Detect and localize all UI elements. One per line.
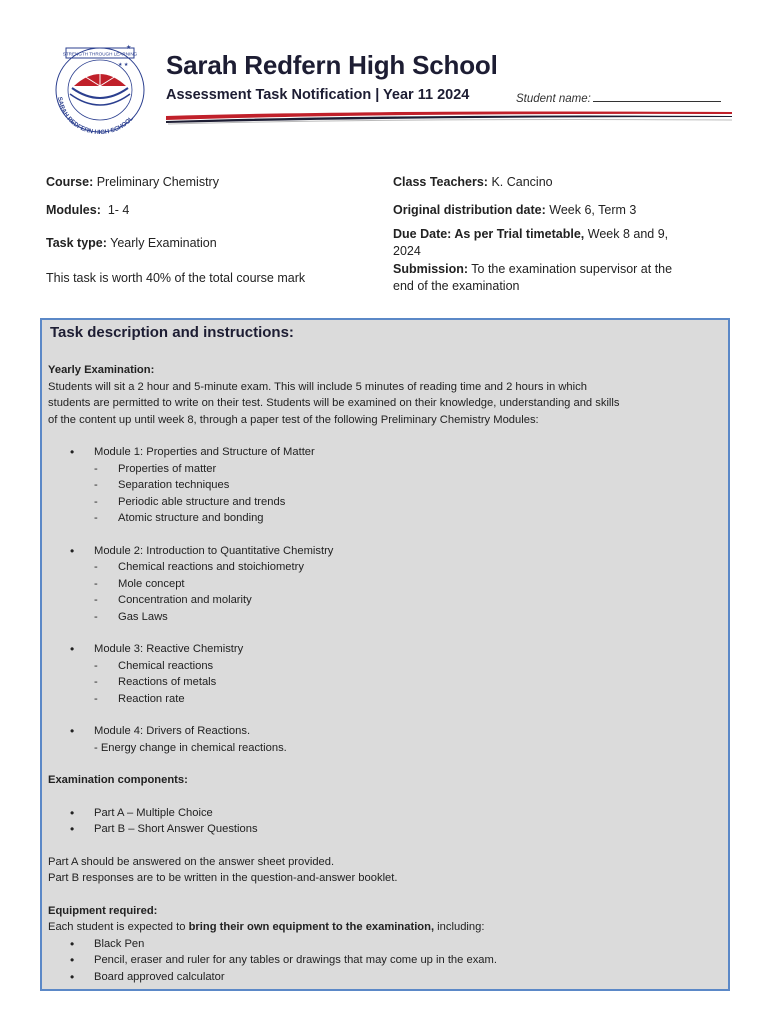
course-label: Course: — [46, 175, 94, 189]
module-title: Module 2: Introduction to Quantitative Chemistry — [94, 544, 334, 557]
teachers-value: K. Cancino — [491, 175, 553, 189]
header-swoosh — [166, 106, 732, 130]
module-topic: - Mole concept — [48, 576, 724, 593]
modules-value: 1- 4 — [107, 203, 130, 217]
modules-label: Modules: — [46, 203, 101, 217]
equipment-intro-end: including: — [434, 921, 485, 933]
module-title: Module 4: Drivers of Reactions. — [94, 725, 251, 737]
submission-value: To the examination supervisor at the — [471, 262, 673, 276]
equipment-item: • Pencil, eraser and ruler for any tables or drawings that may come up in the exam. — [48, 952, 724, 969]
module-topic: - Atomic structure and bonding — [48, 510, 724, 527]
intro-line: of the content up until week 8, through a paper test of the following Preliminary Chemistry Modules: — [48, 413, 539, 426]
module-topic: - Gas Laws — [48, 609, 724, 626]
school-logo — [44, 44, 156, 134]
distribution-value: Week 6, Term 3 — [549, 203, 637, 217]
module-list — [48, 444, 724, 461]
teachers-row — [393, 174, 553, 191]
svg-text:SARAH REDFERN HIGH SCHOOL — [56, 96, 135, 134]
student-name-label: Student name: — [516, 93, 591, 105]
equipment-heading: Equipment required: — [48, 904, 158, 917]
module-topic: - Energy change in chemical reactions. — [94, 741, 287, 754]
course-value: Preliminary Chemistry — [96, 175, 219, 189]
modules-row — [46, 202, 129, 219]
module-item — [48, 543, 724, 560]
svg-text:★ ★: ★ ★ — [118, 62, 129, 68]
distribution-label: Original distribution date: — [393, 203, 546, 217]
due-label: Due Date: As per Trial timetable, — [393, 227, 585, 241]
task-description-box — [40, 318, 730, 991]
module-topic: - Chemical reactions and stoichiometry — [48, 559, 724, 576]
teachers-label: Class Teachers: — [393, 175, 488, 189]
intro-line: students are permitted to write on their test. Students will be examined on their knowledge, understanding and skills — [48, 397, 620, 409]
equipment-item: • Black Pen — [48, 936, 724, 953]
equipment-list — [48, 936, 724, 986]
module-title: Module 1: Properties and Structure of Matter — [94, 446, 315, 458]
task-type-value: Yearly Examination — [110, 236, 217, 250]
due-value: Week 8 and 9, — [587, 227, 669, 241]
yearly-exam-heading: Yearly Examination: — [48, 364, 155, 376]
submission-label: Submission: — [393, 262, 469, 276]
module-item — [48, 723, 724, 740]
component-item: • Part B – Short Answer Questions — [48, 821, 724, 838]
component-item: • Part A – Multiple Choice — [48, 805, 724, 822]
equipment-item: • Board approved calculator — [48, 969, 724, 986]
logo-ring-text: SARAH REDFERN HIGH SCHOOL — [56, 96, 135, 134]
equipment-intro — [48, 919, 724, 936]
svg-text:★: ★ — [126, 45, 132, 51]
module-topic: - Separation techniques — [48, 477, 724, 494]
task-type-label: Task type: — [46, 236, 107, 250]
submission-value-cont: end of the examination — [393, 279, 520, 293]
task-box-title: Task description and instructions: — [50, 324, 294, 341]
module-topic: - Concentration and molarity — [48, 592, 724, 609]
answer-instruction: Part A should be answered on the answer sheet provided. — [48, 855, 335, 868]
module-topic: - Periodic able structure and trends — [48, 494, 724, 511]
equipment-intro-emphasis: bring their own equipment to the examination, — [188, 921, 435, 933]
student-name-field[interactable] — [516, 90, 721, 105]
components-list — [48, 805, 724, 838]
intro-line: Students will sit a 2 hour and 5-minute exam. This will include 5 minutes of reading time and 2 hours in which — [48, 380, 587, 393]
task-box-content — [48, 362, 724, 985]
answer-instruction: Part B responses are to be written in the question-and-answer booklet. — [48, 872, 398, 884]
worth-text: This task is worth 40% of the total course mark — [46, 271, 306, 285]
module-title: Module 3: Reactive Chemistry — [94, 643, 244, 655]
module-list — [48, 723, 724, 740]
module-topic: - Properties of matter — [48, 461, 724, 478]
assessment-subtitle: Assessment Task Notification | Year 11 2024 — [166, 87, 470, 103]
course-row — [46, 174, 219, 191]
components-heading: Examination components: — [48, 774, 188, 786]
module-list — [48, 543, 724, 560]
due-value-year: 2024 — [393, 244, 421, 258]
module-list — [48, 641, 724, 658]
student-name-line — [593, 90, 721, 102]
distribution-row — [393, 202, 636, 219]
module-item — [48, 641, 724, 658]
module-item — [48, 444, 724, 461]
module-topic: - Reactions of metals — [48, 674, 724, 691]
submission-row — [393, 261, 723, 295]
equipment-intro-text: Each student is expected to — [48, 921, 189, 933]
due-date-row — [393, 226, 713, 260]
task-type-row — [46, 235, 217, 252]
school-name: Sarah Redfern High School — [166, 50, 498, 80]
module-topic: - Reaction rate — [48, 691, 724, 708]
logo-motto: STRENGTH THROUGH LEARNING — [62, 51, 138, 57]
module-topic: - Chemical reactions — [48, 658, 724, 675]
